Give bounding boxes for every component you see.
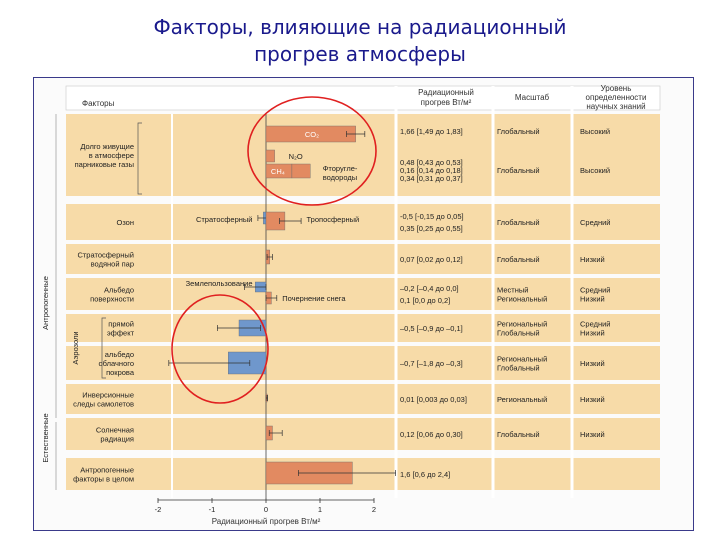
forcing-value: 0,07 [0,02 до 0,12] [400,255,463,264]
bar-1 [266,150,275,162]
scale-value: Региональный [497,294,548,304]
factor-label: облачного [98,359,134,368]
header-forcing-line-1: Радиационный [418,88,474,97]
scale-value: Глобальный [497,218,540,227]
factor-label: Инверсионные [82,390,134,400]
slide-title-line-1: Факторы, влияющие на радиационный [153,15,567,39]
x-tick-label: -2 [154,505,162,514]
forcing-value: 0,01 [0,003 до 0,03] [400,395,467,404]
bar-3 [292,164,310,178]
factor-label: Солнечная [95,425,134,435]
bar-label-land-use: Землепользование [185,279,253,288]
x-axis-title: Радиационный прогрев Вт/м² [211,517,321,526]
forcing-value: –0,2 [–0,4 до 0,0] [400,284,459,293]
scale-value: Местный [497,285,529,295]
forcing-value: –0,7 [–1,8 до –0,3] [400,359,463,368]
forcing-value: -0,5 [-0,15 до 0,05] [400,212,464,221]
header-level-line-3: научных знаний [586,102,646,111]
factor-label: водяной пар [90,259,134,269]
bar-label-co2: CO₂ [304,130,319,139]
forcing-value: 0,34 [0,31 до 0,37] [400,174,463,183]
level-value: Низкий [580,395,605,404]
level-value: Низкий [580,328,605,338]
slide-title [0,14,720,68]
forcing-value: 0,1 [0,0 до 0,2] [400,296,451,305]
level-value: Низкий [580,430,605,439]
scale-value: Глобальный [497,363,540,373]
level-value: Низкий [580,359,605,368]
header-factors: Факторы [82,99,115,108]
factor-label: эффект [106,328,134,338]
factor-label: покрова [106,368,134,377]
level-value: Высокий [580,166,611,175]
scale-value: Региональный [497,354,548,364]
forcing-value: 0,12 [0,06 до 0,30] [400,430,463,439]
factor-label: факторы в целом [73,474,134,484]
bar-label-ch4: CH₄ [270,167,285,176]
scale-value: Глобальный [497,166,540,175]
factor-label: Альбедо [103,285,134,295]
factor-label: следы самолетов [73,399,134,409]
forcing-chart [34,78,693,530]
bar-label-black-carbon: Почернение снега [282,294,346,303]
factor-label: радиация [100,434,134,444]
scale-value: Региональный [497,319,548,329]
level-value: Средний [580,285,611,295]
level-value: Средний [580,319,611,329]
factor-label: прямой [108,319,134,329]
level-value: Высокий [580,127,611,136]
forcing-value: –0,5 [–0,9 до –0,1] [400,324,463,333]
header-level-line-2: определенности [585,93,647,102]
header-scale: Масштаб [514,93,550,102]
factor-label: в атмосфере [88,151,134,160]
slide-title-line-2: прогрев атмосферы [254,42,466,66]
bar-label-stratospheric: Стратосферный [195,215,253,224]
factor-label: Озон [116,218,134,227]
scale-value: Глобальный [497,430,540,439]
group-label-aerosols: Аэрозоли [71,331,80,365]
level-value: Средний [580,218,611,227]
factor-label: парниковые газы [74,160,134,169]
header-forcing-line-2: прогрев Вт/м² [420,98,472,107]
x-tick-label: 0 [263,505,269,514]
forcing-value: 0,16 [0,14 до 0,18] [400,166,463,175]
factor-label: Долго живущие [80,142,134,151]
group-label-anthropogenic: Антропогенные [41,276,50,330]
scale-value: Глобальный [497,328,540,338]
bar-label-n2o: N₂O [288,152,303,161]
factor-label: поверхности [90,294,134,304]
x-tick-label: 1 [317,505,323,514]
level-value: Низкий [580,294,605,304]
scale-value: Глобальный [497,255,540,264]
scale-value: Глобальный [497,127,540,136]
forcing-value: 1,66 [1,49 до 1,83] [400,127,463,136]
factor-label: альбедо [104,350,134,359]
level-value: Низкий [580,255,605,264]
forcing-value: 0,48 [0,43 до 0,53] [400,158,463,167]
x-tick-label: -1 [208,505,216,514]
bar-label-halocarbons-1: Фторугле- [322,164,358,173]
forcing-figure [33,77,694,531]
bar-label-halocarbons-2: водороды [322,173,358,182]
header-level-line-1: Уровень [600,84,632,93]
factor-label: Стратосферный [77,250,134,260]
forcing-value: 0,35 [0,25 до 0,55] [400,224,463,233]
bar-label-tropospheric: Тропосферный [306,215,360,224]
x-tick-label: 2 [371,505,377,514]
scale-value: Региональный [497,395,548,404]
factor-label: Антропогенные [80,465,134,475]
forcing-value: 1,6 [0,6 до 2,4] [400,470,451,479]
group-label-natural: Естественные [41,413,50,463]
